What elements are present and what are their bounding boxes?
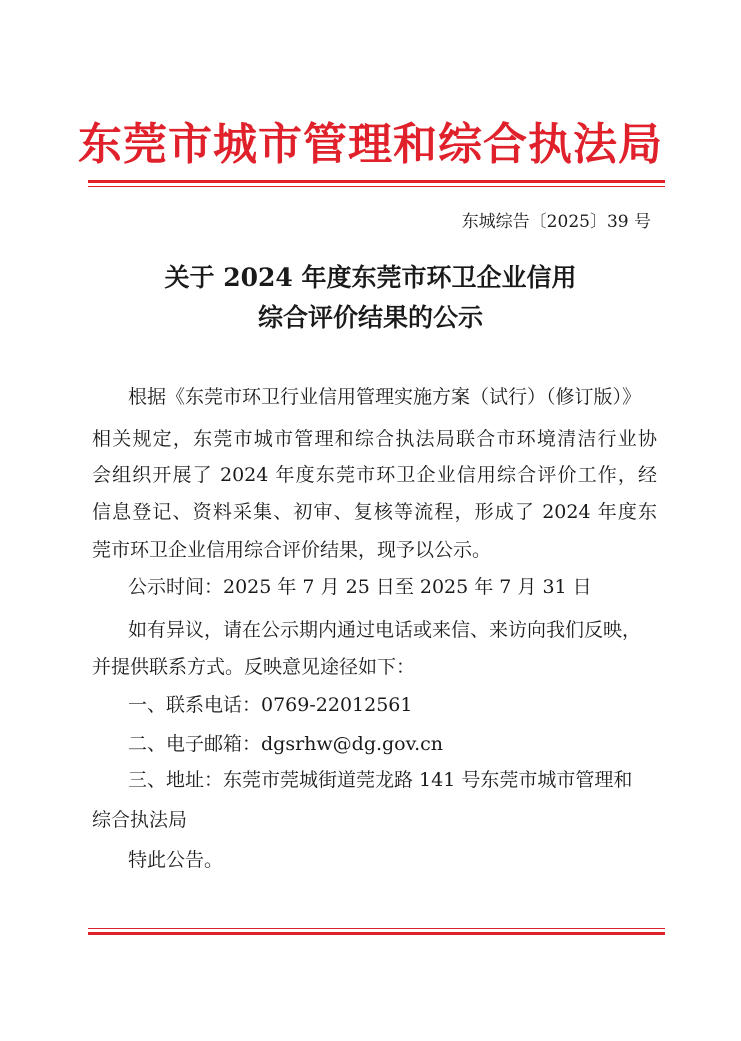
contact-phone: 一、联系电话：0769-22012561 bbox=[128, 694, 413, 716]
document-title-line-1: 关于 2024 年度东莞市环卫企业信用 bbox=[164, 263, 577, 292]
agency-header-title: 东莞市城市管理和综合执法局 bbox=[78, 119, 663, 170]
paragraph-1-line-5: 莞市环卫企业信用综合评价结果，现予以公示。 bbox=[92, 539, 492, 561]
contact-email: 二、电子邮箱：dgsrhw@dg.gov.cn bbox=[128, 733, 444, 755]
paragraph-1-line-4: 信息登记、资料采集、初审、复核等流程，形成了 2024 年度东 bbox=[92, 501, 657, 523]
paragraph-1-line-3: 会组织开展了 2024 年度东莞市环卫企业信用综合评价工作，经 bbox=[92, 464, 657, 486]
publicity-period: 公示时间：2025 年 7 月 25 日至 2025 年 7 月 31 日 bbox=[128, 576, 592, 598]
paragraph-3-line-1: 如有异议，请在公示期内通过电话或来信、来访向我们反映， bbox=[128, 619, 642, 641]
closing-statement: 特此公告。 bbox=[128, 849, 224, 871]
footer-divider-thick bbox=[88, 932, 665, 935]
contact-address-line-2: 综合执法局 bbox=[92, 809, 188, 831]
paragraph-1-line-2: 相关规定，东莞市城市管理和综合执法局联合市环境清洁行业协 bbox=[92, 428, 657, 450]
header-divider-thin bbox=[88, 186, 665, 187]
header-divider-thick bbox=[88, 180, 665, 183]
paragraph-3-line-2: 并提供联系方式。反映意见途径如下： bbox=[92, 656, 416, 678]
contact-address-line-1: 三、地址：东莞市莞城街道莞龙路 141 号东莞市城市管理和 bbox=[128, 769, 633, 791]
paragraph-1-line-1: 根据《东莞市环卫行业信用管理实施方案（试行）（修订版）》 bbox=[128, 386, 642, 408]
document-number: 东城综告〔2025〕39 号 bbox=[461, 212, 651, 232]
footer-divider-thin bbox=[88, 928, 665, 929]
document-title-line-2: 综合评价结果的公示 bbox=[257, 303, 483, 332]
